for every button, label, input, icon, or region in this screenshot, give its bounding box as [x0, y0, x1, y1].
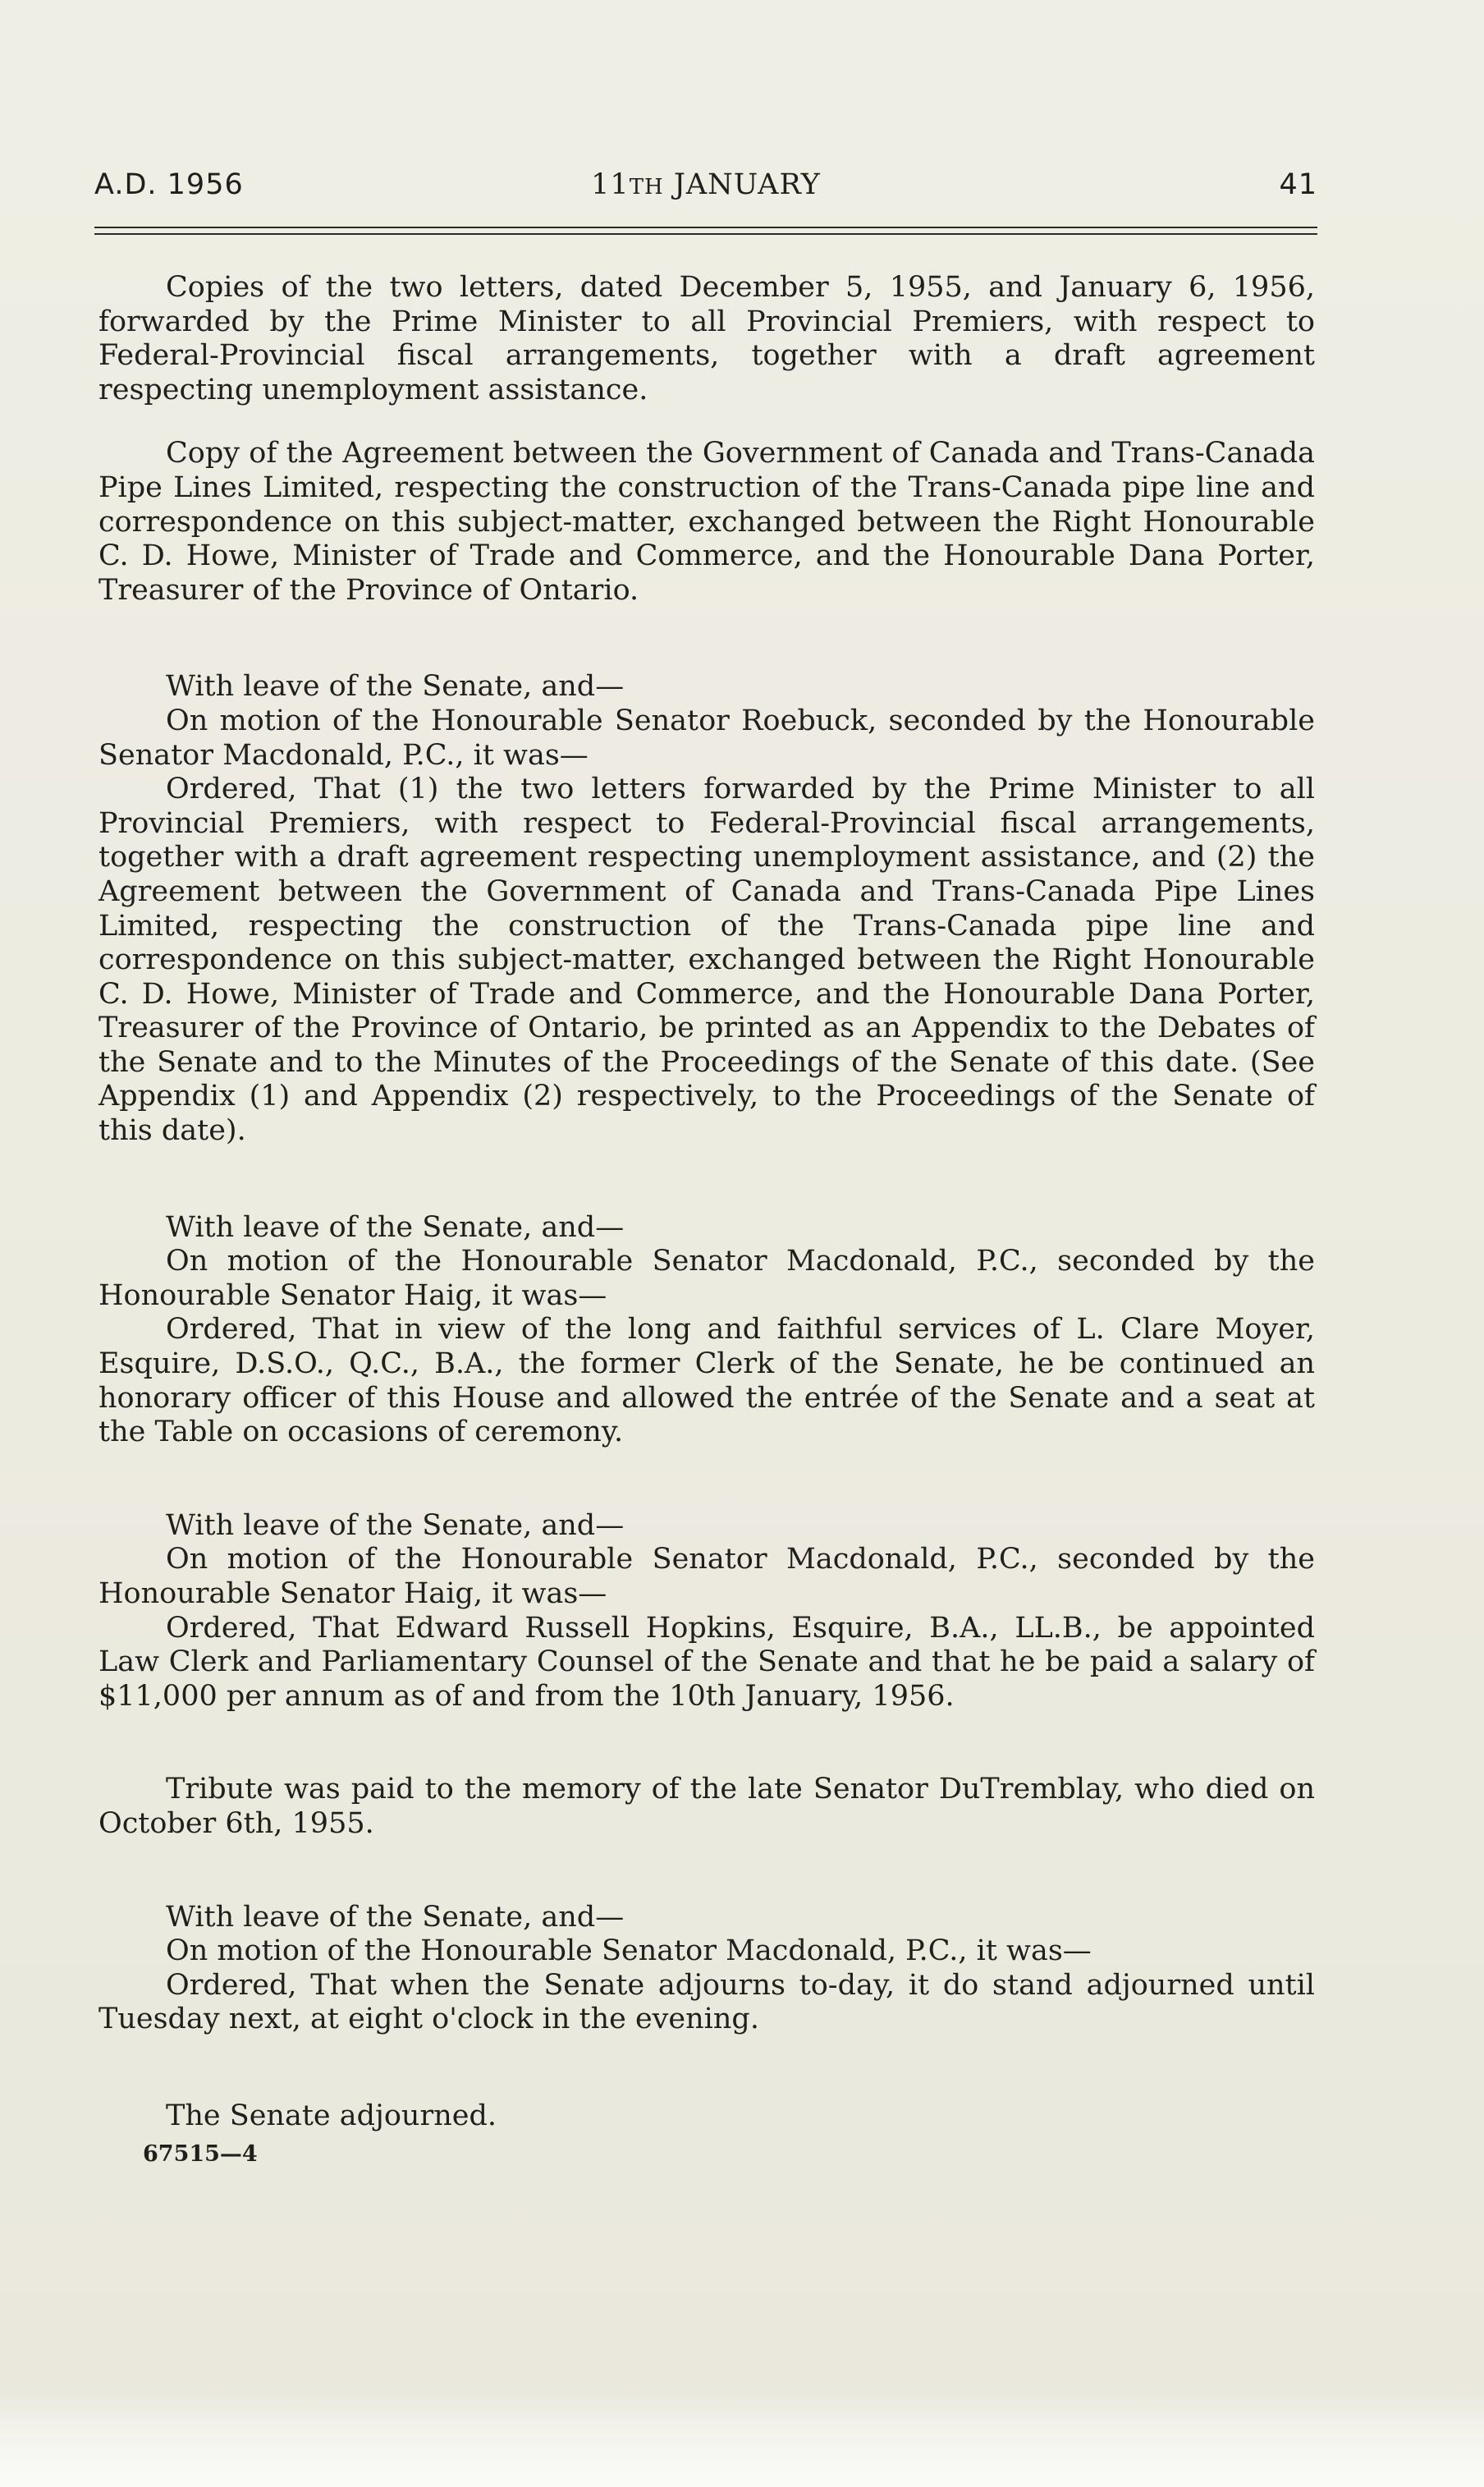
paragraph-adjourned: The Senate adjourned. — [166, 2099, 497, 2132]
paragraph-tribute: Tribute was paid to the memory of the late Senator DuTremblay, who died on October 6th, 1955. — [98, 1773, 1315, 1840]
page-body — [98, 271, 1315, 2171]
paragraph-leave-2: With leave of the Senate, and— — [166, 1210, 625, 1244]
paragraph-order-4: Ordered, That when the Senate adjourns to-day, it do stand adjourned until Tuesday next, at eight o'clock in the evening. — [98, 1968, 1315, 2036]
paragraph-order-2: Ordered, That in view of the long and faithful services of L. Clare Moyer, Esquire, D.S.O., Q.C., B.A., the former Clerk of the Senate, he be continued an honorary officer of this House and allowed the entrée of the Senate and a seat at the Table on occasions of ceremony. — [98, 1313, 1315, 1449]
header-rule-top — [94, 227, 1317, 228]
page-number: 41 — [1279, 168, 1317, 201]
paragraph-motion-4: On motion of the Honourable Senator Macdonald, P.C., it was— — [166, 1934, 1092, 1968]
paragraph-leave-3: With leave of the Senate, and— — [166, 1508, 625, 1542]
paragraph-motion-1: On motion of the Honourable Senator Roebuck, seconded by the Honourable Senator Macdonald, P.C., it was— — [98, 704, 1315, 772]
paragraph-order-3: Ordered, That Edward Russell Hopkins, Esquire, B.A., LL.B., be appointed Law Clerk and Parliamentary Counsel of the Senate and that he be paid a salary of $11,000 per annum as of and from the 10th January, 1956. — [98, 1611, 1315, 1713]
header-date-month: JANUARY — [663, 168, 821, 201]
header-rule-bottom — [94, 233, 1317, 235]
header-year: A.D. 1956 — [94, 168, 244, 201]
paragraph-letters-copies: Copies of the two letters, dated December 5, 1955, and January 6, 1956, forwarded by the Prime Minister to all Provincial Premiers, with respect to Federal-Provincial fiscal arrangements, together with a draft agreement respecting unemployment assistance. — [98, 271, 1315, 406]
scan-margin — [0, 2388, 1484, 2487]
paragraph-leave-1: With leave of the Senate, and— — [166, 670, 625, 704]
header-date-suffix: TH — [629, 175, 664, 200]
paragraph-leave-4: With leave of the Senate, and— — [166, 1900, 625, 1934]
page-header — [94, 168, 1317, 209]
header-date-number: 11 — [591, 168, 630, 201]
paragraph-agreement-copy: Copy of the Agreement between the Government of Canada and Trans-Canada Pipe Lines Limited, respecting the construction of the Trans-Canada pipe line and correspondence on this subject-matter, exchanged between the Right Honourable C. D. Howe, Minister of Trade and Commerce, and the Honourable Dana Porter, Treasurer of the Province of Ontario. — [98, 437, 1315, 607]
paragraph-motion-2: On motion of the Honourable Senator Macdonald, P.C., seconded by the Honourable Senator Haig, it was— — [98, 1245, 1315, 1312]
print-code: 67515—4 — [143, 2141, 258, 2167]
paragraph-motion-3: On motion of the Honourable Senator Macdonald, P.C., seconded by the Honourable Senator Haig, it was— — [98, 1543, 1315, 1610]
header-date — [94, 168, 1317, 201]
paragraph-order-1: Ordered, That (1) the two letters forwarded by the Prime Minister to all Provincial Premiers, with respect to Federal-Provincial fiscal arrangements, together with a draft agreement respecting unemployment assistance, and (2) the Agreement between the Government of Canada and Trans-Canada Pipe Lines Limited, respecting the construction of the Trans-Canada pipe line and correspondence on this subject-matter, exchanged between the Right Honourable C. D. Howe, Minister of Trade and Commerce, and the Honourable Dana Porter, Treasurer of the Province of Ontario, be printed as an Appendix to the Debates of the Senate and to the Minutes of the Proceedings of the Senate of this date. (See Appendix (1) and Appendix (2) respectively, to the Proceedings of the Senate of this date). — [98, 773, 1315, 1148]
